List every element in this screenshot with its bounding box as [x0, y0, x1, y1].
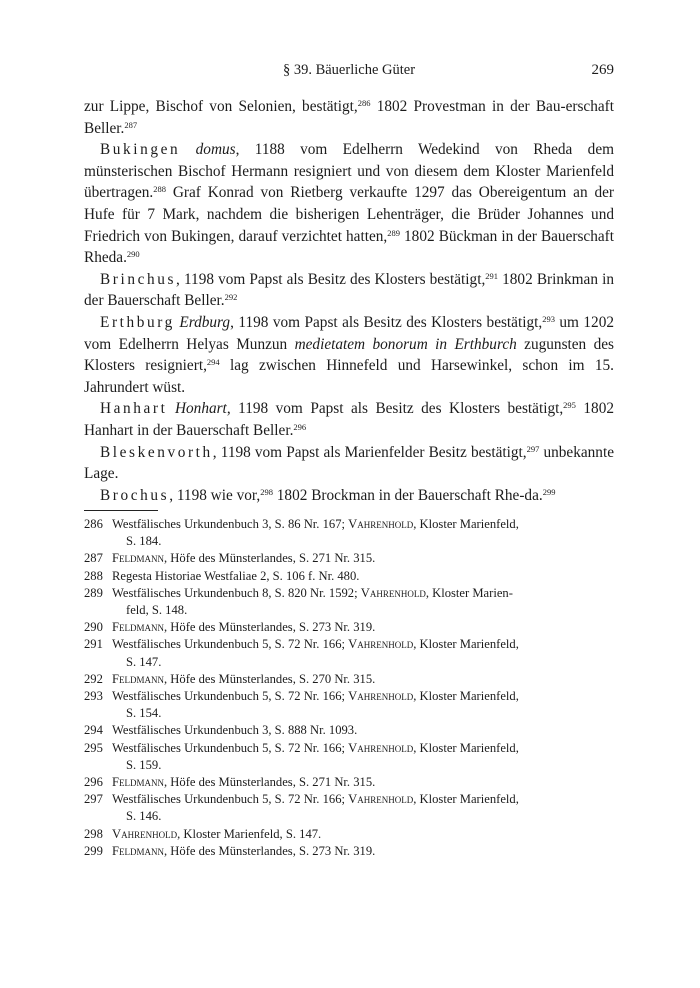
text-run: , 1198 vom Papst als Besitz des Klosters bestätigt,: [230, 313, 543, 331]
text-run: zugunsten des Klosters resigniert,: [84, 335, 615, 375]
footnote-ref[interactable]: 288: [153, 184, 166, 195]
footnote: [84, 740, 614, 774]
footnote-number: 290: [84, 620, 103, 635]
footnote-number: 289: [84, 585, 103, 600]
entry-name: Bleskenvorth: [100, 443, 213, 461]
text-run: , 1198 vom Papst als Besitz des Klosters bestätigt,: [226, 400, 564, 418]
footnote-number: 288: [84, 568, 103, 583]
footnote-ref[interactable]: 296: [293, 421, 307, 432]
footnote-divider: [84, 510, 158, 511]
text-run: , 1198 vom Papst als Marienfelder Besitz bestätigt,: [212, 443, 527, 461]
footnote-ref[interactable]: 299: [542, 486, 556, 497]
footnote-ref[interactable]: 294: [206, 357, 220, 368]
footnote-number: 293: [84, 689, 103, 704]
footnote: [84, 791, 614, 825]
footnote: [84, 516, 614, 550]
footnote-text: Feldmann, Höfe des Münsterlandes, S. 271 Nr. 315.: [112, 551, 376, 566]
footnote-text: Westfälisches Urkundenbuch 3, S. 888 Nr. 1093.: [112, 723, 358, 738]
footnote-text: Feldmann, Höfe des Münsterlandes, S. 273 Nr. 319.: [112, 620, 376, 635]
footnote-text: Feldmann, Höfe des Münsterlandes, S. 273 Nr. 319.: [112, 843, 376, 858]
footnote: [84, 671, 614, 688]
footnote: [84, 843, 614, 860]
italic-term: Honhart: [174, 400, 227, 418]
author-name: Feldmann: [112, 620, 164, 635]
footnote-number: 292: [84, 671, 103, 686]
footnote-number: 291: [84, 637, 103, 652]
footnote-number: 295: [84, 740, 103, 755]
footnote-ref[interactable]: 287: [124, 119, 138, 130]
entry-name: Brochus: [100, 486, 170, 504]
text-run: , 1198 wie vor,: [169, 486, 261, 504]
footnote: [84, 568, 614, 585]
author-name: Vahrenhold: [348, 740, 414, 755]
entry-hanhart: [84, 398, 614, 441]
page-number: 269: [591, 62, 614, 78]
author-name: Vahrenhold: [112, 826, 178, 841]
entry-brochus: [84, 485, 614, 507]
footnote: [84, 636, 614, 670]
footnote: [84, 826, 614, 843]
author-name: Feldmann: [112, 551, 164, 566]
footnote-text: Feldmann, Höfe des Münsterlandes, S. 270 Nr. 315.: [112, 671, 376, 686]
author-name: Vahrenhold: [348, 517, 414, 531]
entry-brinchus: [84, 269, 614, 312]
text-run: 1802 Provestman in der Bau-erschaft Beller.: [84, 98, 614, 137]
author-name: Feldmann: [112, 843, 164, 858]
footnote-text: Westfälisches Urkundenbuch 3, S. 86 Nr. 167; Vahrenhold, Kloster Marienfeld, S. 184.: [112, 517, 519, 549]
footnote-text: Westfälisches Urkundenbuch 5, S. 72 Nr. 166; Vahrenhold, Kloster Marienfeld, S. 147.: [112, 637, 519, 669]
footnote-number: 297: [84, 792, 103, 807]
footnote-number: 296: [84, 775, 103, 790]
footnote-text: Vahrenhold, Kloster Marienfeld, S. 147.: [112, 826, 322, 841]
footnote-ref[interactable]: 290: [126, 249, 140, 260]
author-name: Vahrenhold: [348, 689, 414, 704]
footnote-ref[interactable]: 298: [260, 486, 273, 497]
italic-term: medietatem bonorum in Erthburch: [294, 335, 517, 353]
footnote: [84, 550, 614, 567]
footnote-ref[interactable]: 289: [387, 227, 400, 238]
footnote-text: Westfälisches Urkundenbuch 5, S. 72 Nr. 166; Vahrenhold, Kloster Marienfeld, S. 146.: [112, 792, 519, 824]
footnote: [84, 585, 614, 619]
text-run: , 1188 vom Edelherrn Wedekind von Rheda dem münsterischen Bischof Hermann resigniert und von diesem dem Kloster Marienfeld übertragen.: [84, 141, 615, 202]
italic-term: domus: [195, 141, 236, 159]
footnote-number: 294: [84, 723, 103, 738]
author-name: Feldmann: [112, 775, 164, 790]
footnote: [84, 619, 614, 636]
body-text: [84, 96, 614, 506]
footnote-text: Westfälisches Urkundenbuch 8, S. 820 Nr. 1592; Vahrenhold, Kloster Marien- feld, S. 148.: [112, 585, 513, 618]
footnote: [84, 774, 614, 791]
text-run: zur Lippe, Bischof von Selonien, bestätigt,: [84, 98, 358, 115]
footnote: [84, 722, 614, 739]
author-name: Vahrenhold: [360, 585, 426, 600]
footnote-ref[interactable]: 291: [485, 270, 499, 281]
entry-name: Bukingen: [100, 141, 181, 159]
entry-name: Brinchus: [100, 270, 177, 288]
text-run: [180, 141, 195, 158]
footnote-number: 287: [84, 551, 103, 566]
footnote-text: Regesta Historiae Westfaliae 2, S. 106 f. Nr. 480.: [112, 568, 360, 583]
text-run: um 1202 vom Edelherrn Helyas Munzun: [84, 313, 615, 353]
author-name: Vahrenhold: [348, 637, 414, 652]
text-run: [167, 400, 175, 417]
entry-bukingen: [84, 139, 614, 269]
footnote-number: 286: [84, 517, 103, 531]
footnote-ref[interactable]: 293: [542, 313, 555, 324]
footnote-number: 298: [84, 826, 103, 841]
footnote-number: 299: [84, 843, 103, 858]
text-run: lag zwischen Hinnefeld und Harsewinkel, schon im 15. Jahrundert wüst.: [84, 357, 614, 396]
footnote-text: Feldmann, Höfe des Münsterlandes, S. 271 Nr. 315.: [112, 775, 376, 790]
running-head-title: § 39. Bäuerliche Güter: [282, 62, 416, 78]
running-head: [84, 62, 614, 82]
text-run: 1802 Hanhart in der Bauerschaft Beller.: [84, 400, 615, 439]
footnote-text: Westfälisches Urkundenbuch 5, S. 72 Nr. 166; Vahrenhold, Kloster Marienfeld, S. 159.: [112, 740, 519, 772]
footnote: [84, 688, 614, 722]
entry-name: Hanhart: [100, 400, 168, 418]
entry-name: Erthburg: [100, 313, 175, 331]
footnote-ref[interactable]: 297: [526, 443, 540, 454]
author-name: Feldmann: [112, 671, 164, 686]
footnote-text: Westfälisches Urkundenbuch 5, S. 72 Nr. 166; Vahrenhold, Kloster Marienfeld, S. 154.: [112, 689, 519, 721]
text-run: 1802 Bückman in der Bauerschaft Rheda.: [84, 227, 614, 267]
text-run: Graf Konrad von Rietberg verkaufte 1297 das Obereigentum an der Hufe für 7 Mark, nachdem die bisherigen Lehenträger, die Brüder Johannes und Friedrich von Bukingen, darauf verzichtet hatten,: [84, 184, 614, 245]
text-run: 1802 Brinkman in der Bauerschaft Beller.: [84, 270, 614, 310]
author-name: Vahrenhold: [348, 792, 414, 807]
footnote-ref[interactable]: 292: [224, 292, 238, 303]
text-run: , 1198 vom Papst als Besitz des Klosters bestätigt,: [176, 270, 486, 288]
footnote-ref[interactable]: 295: [563, 400, 576, 411]
italic-term: Erdburg: [179, 313, 231, 331]
paragraph-continuation: [84, 96, 614, 139]
text-run: unbekannte Lage.: [84, 443, 614, 483]
footnotes: [84, 516, 614, 860]
entry-erthburg: [84, 312, 614, 398]
entry-bleskenvorth: [84, 442, 614, 485]
text-run: 1802 Brockman in der Bauerschaft Rhe-da.: [272, 486, 543, 504]
footnote-ref[interactable]: 286: [357, 98, 371, 108]
